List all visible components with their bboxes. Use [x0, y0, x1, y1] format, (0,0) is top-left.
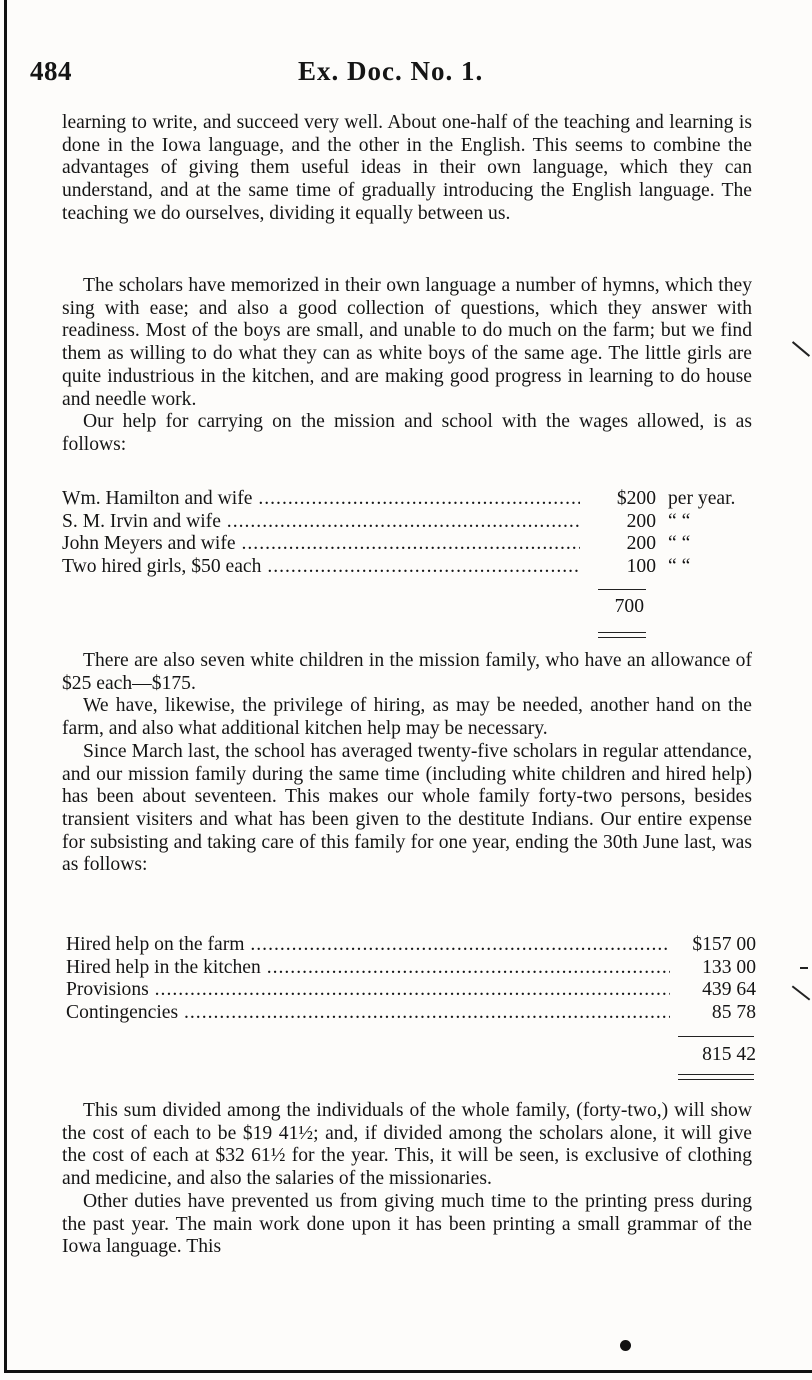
expense-total: 815 42 — [702, 1044, 756, 1065]
page-edge-bottom — [4, 1370, 812, 1373]
paragraph: learning to write, and succeed very well. About one-half of the teaching and learning is done in the Iowa language, and the other in the English. This seems to combine the advantages of giving them useful ideas in their own language, which they can understand, and at the same time of gradually introducing the English language. The teaching we do ourselves, dividing it equally between us. — [62, 112, 752, 224]
row-amount: 439 64 — [670, 979, 756, 1002]
paragraph: We have, likewise, the privilege of hiring, as may be needed, another hand on the farm, and also what additional kitchen help may be necessary. — [62, 695, 752, 740]
table-row — [66, 934, 766, 957]
row-label: Hired help in the kitchen ..... — [66, 957, 674, 980]
body-text-middle — [62, 275, 752, 457]
wages-total: 700 — [614, 596, 644, 617]
row-suffix: “ “ — [668, 533, 691, 555]
table-row — [62, 511, 762, 534]
row-suffix: “ “ — [668, 555, 691, 577]
row-suffix: per year. — [668, 488, 736, 509]
row-suffix: “ “ — [668, 510, 691, 532]
table-row — [62, 533, 762, 556]
row-label: Provisions ..... — [66, 979, 674, 1002]
paragraph: This sum divided among the individuals of the whole family, (forty-two,) will show the cost of each to be $19 41½; and, if divided among the scholars alone, it will give the cost of each at $32 61½ for the year. This, it will be seen, is exclusive of clothing and medicine, and also the salaries of the missionaries. — [62, 1100, 752, 1190]
expense-table — [66, 934, 766, 1065]
row-amount: $157 00 — [670, 934, 756, 957]
row-label: Wm. Hamilton and wife ..... — [62, 488, 582, 511]
body-text-top — [62, 112, 752, 226]
body-text-lower — [62, 650, 752, 877]
sum-rule — [678, 1036, 754, 1037]
body-text-bottom — [62, 1100, 752, 1259]
row-amount: 200 — [580, 511, 656, 534]
row-amount: 85 78 — [670, 1002, 756, 1025]
row-label: Hired help on the farm ..... — [66, 934, 674, 957]
table-row — [66, 1002, 766, 1025]
row-amount: 133 00 — [670, 957, 756, 980]
ink-blot — [620, 1340, 631, 1351]
double-rule — [598, 637, 646, 638]
table-row — [66, 979, 766, 1002]
row-label: S. M. Irvin and wife ..... — [62, 511, 582, 534]
page-edge-left — [4, 0, 7, 1372]
wages-table — [62, 488, 762, 617]
row-label: Two hired girls, $50 each ..... — [62, 556, 582, 579]
paragraph: Since March last, the school has averaged twenty-five scholars in regular attendance, and our mission family during the same time (including white children and hired help) has been about seventeen. This makes our whole family forty-two persons, besides transient visiters and what has been given to the destitute Indians. Our entire expense for subsisting and taking care of this family for one year, ending the 30th June last, was as follows: — [62, 740, 752, 876]
table-row — [62, 556, 762, 579]
paragraph: Our help for carrying on the mission and school with the wages allowed, is as follows: — [62, 411, 752, 455]
paragraph: The scholars have memorized in their own language a number of hymns, which they sing with ease; and also a good collection of questions, which they answer with readiness. Most of the boys are small, and unable to do much on the farm; but we find them as willing to do what they can as white boys of the same age. The little girls are quite industrious in the kitchen, and are making good progress in learning to do house and needle work. — [62, 275, 752, 410]
table-row — [62, 488, 762, 511]
row-label: John Meyers and wife ..... — [62, 533, 582, 556]
sum-rule — [598, 589, 646, 590]
row-amount: 100 — [580, 556, 656, 579]
row-amount: 200 — [580, 533, 656, 556]
paragraph: Other duties have prevented us from giving much time to the printing press during the past year. The main work done upon it has been printing a small grammar of the Iowa language. This — [62, 1190, 752, 1258]
row-label: Contingencies ..... — [66, 1002, 674, 1025]
margin-mark — [792, 985, 811, 1000]
margin-mark — [800, 967, 808, 969]
row-amount: $200 — [580, 488, 656, 511]
table-row — [66, 957, 766, 980]
paragraph: There are also seven white children in the mission family, who have an allowance of $25 each—$175. — [62, 650, 752, 694]
page-header — [0, 56, 812, 96]
margin-mark — [792, 341, 810, 357]
double-rule — [598, 632, 646, 633]
document-title: Ex. Doc. No. 1. — [298, 56, 484, 86]
double-rule — [678, 1074, 754, 1075]
page-number: 484 — [30, 56, 72, 86]
double-rule — [678, 1079, 754, 1080]
